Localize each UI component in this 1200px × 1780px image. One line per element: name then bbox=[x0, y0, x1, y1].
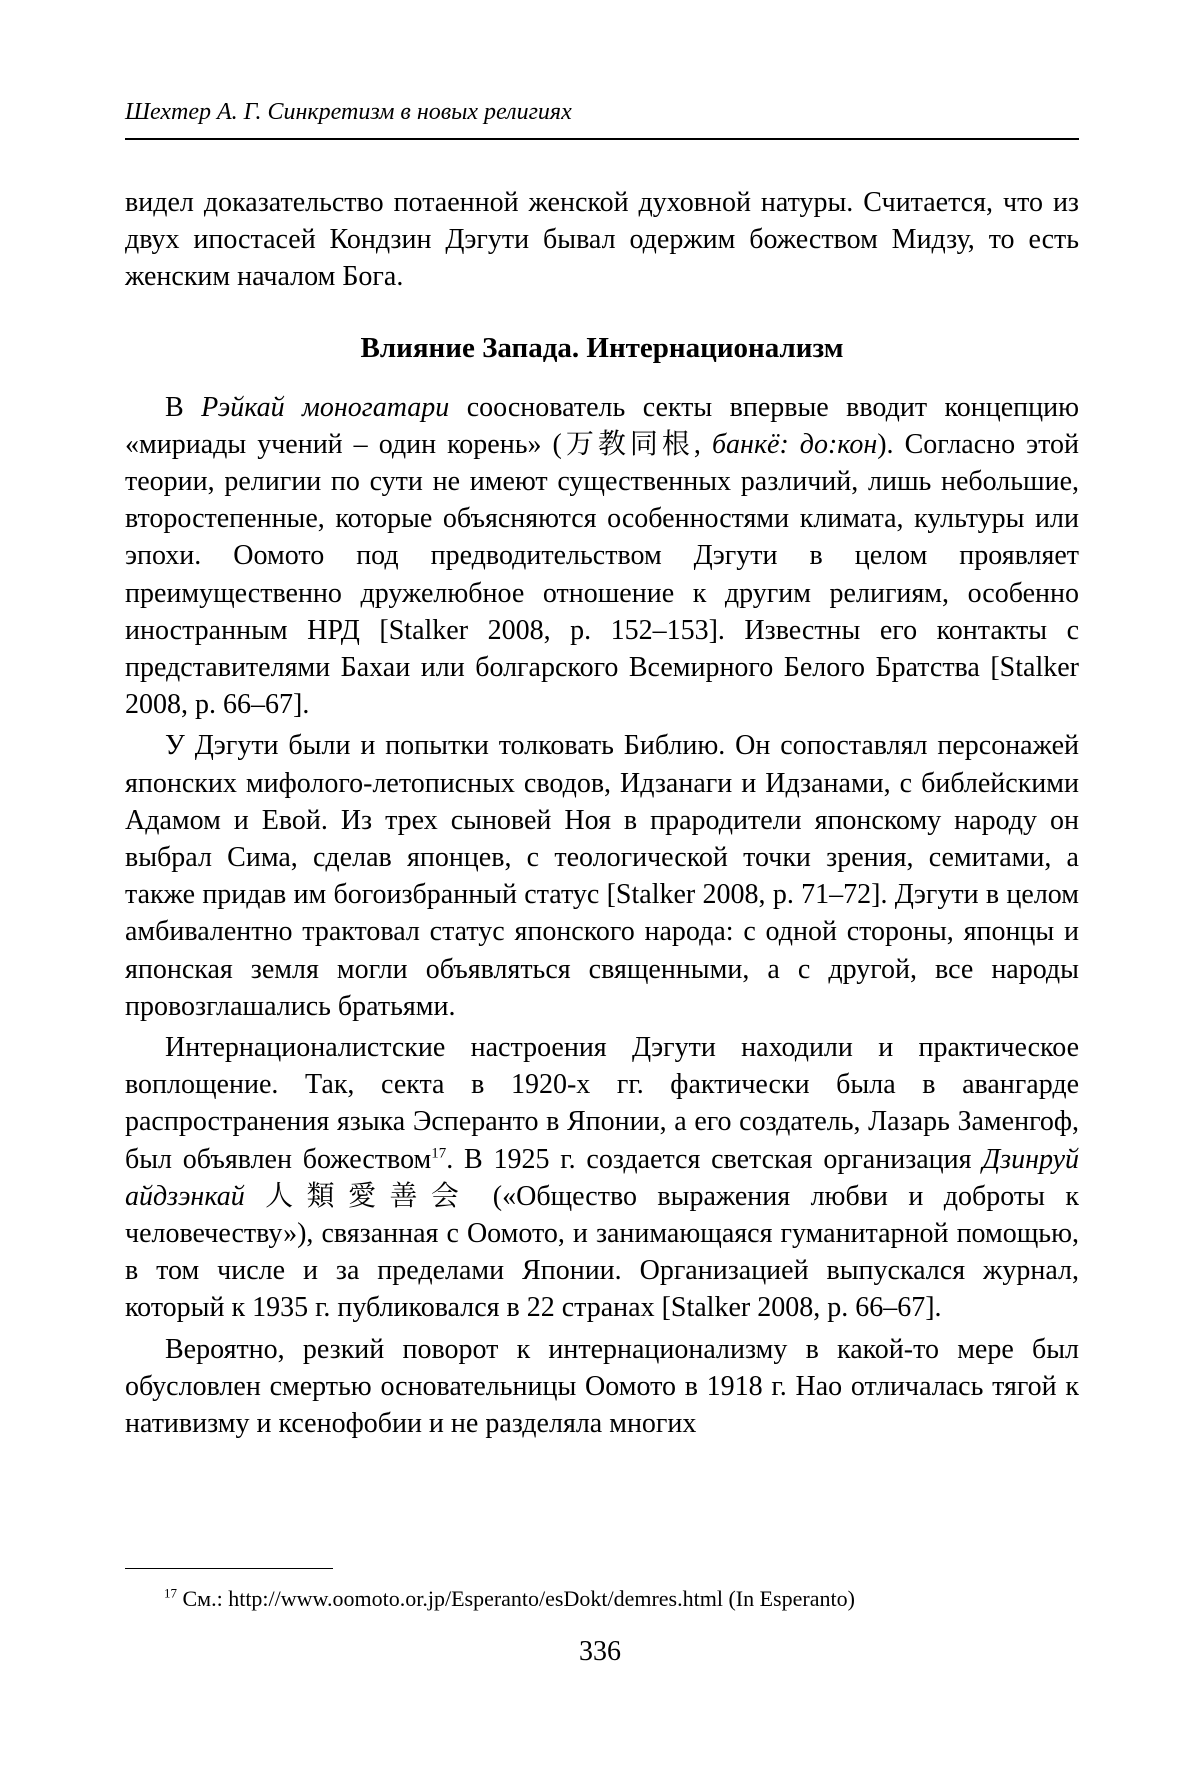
header-rule bbox=[125, 138, 1079, 140]
p3-part3: 人類愛善会 («Общество выражения любви и доброты к человечеству»), связанная с Оомото, и занимающаяся гуманитарной помощью, в том числе и за пределами Японии. Организацией выпускался журнал, который к 1935 г. публиковался в 22 странах [Stalker 2008, p. 66–67]. bbox=[125, 1181, 1079, 1324]
footnote-number: 17 bbox=[164, 1586, 177, 1601]
p3-part1: Интернационалистские настроения Дэгути находили и практическое воплощение. Так, секта в 1920-х гг. фактически была в авангарде распространения языка Эсперанто в Японии, а его создатель, Лазарь Заменгоф, был объявлен божеством bbox=[125, 1032, 1079, 1175]
p3-part2: . В 1925 г. создается светская организация bbox=[446, 1144, 982, 1175]
p1-tail: ). Согласно этой теории, религии по сути не имеют существенных различий, лишь небольшие, второстепенные, которые объясняются особенностями климата, культуры или эпохи. Оомото под предводительством Дэгути в целом проявляет преимущественно дружелюбное отношение к другим религиям, особенно иностранным НРД [Stalker 2008, p. 152–153]. Известны его контакты с представителями Бахаи или болгарского Всемирного Белого Братства [Stalker 2008, p. 66–67]. bbox=[125, 429, 1079, 720]
paragraph-2: У Дэгути были и попытки толковать Библию. Он сопоставлял персонажей японских мифолого-летописных сводов, Идзанаги и Идзанами, с библейскими Адамом и Евой. Из трех сыновей Ноя в прародители японскому народу он выбрал Сима, сделав японцев, с теологической точки зрения, семитами, а также придав им богоизбранный статус [Stalker 2008, p. 71–72]. Дэгути в целом амбивалентно трактовал статус японского народа: с одной стороны, японцы и японская земля могли объявляться священными, а с другой, все народы провозглашались братьями. bbox=[125, 727, 1079, 1025]
footnote bbox=[164, 1585, 1079, 1613]
footnote-ref[interactable]: 17 bbox=[431, 1145, 446, 1161]
section-heading: Влияние Запада. Интернационализм bbox=[125, 330, 1079, 367]
body-text bbox=[125, 184, 1079, 1442]
p1-lead: В bbox=[165, 392, 201, 423]
paragraph-4: Вероятно, резкий поворот к интернационализму в какой-то мере был обусловлен смертью основательницы Оомото в 1918 г. Нао отличалась тягой к нативизму и ксенофобии и не разделяла многих bbox=[125, 1331, 1079, 1443]
paragraph-1 bbox=[125, 389, 1079, 724]
p1-mid: сооснователь секты впервые вводит концепцию «мириады учений – один корень» (万教同根, bbox=[125, 392, 1079, 460]
footnote-rule bbox=[125, 1568, 333, 1569]
paragraph-continued: видел доказательство потаенной женской духовной натуры. Считается, что из двух ипостасей Кондзин Дэгути бывал одержим божеством Мидзу, то есть женским началом Бога. bbox=[125, 184, 1079, 296]
p1-italic-transliteration: банкё: до:кон bbox=[712, 429, 877, 460]
running-head: Шехтер А. Г. Синкретизм в новых религиях bbox=[125, 96, 1079, 128]
p3-italic-org-name: Дзинруй айдзэнкай bbox=[125, 1144, 1079, 1212]
footnote-text: См.: http://www.oomoto.or.jp/Esperanto/esDokt/demres.html (In Esperanto) bbox=[183, 1586, 855, 1611]
page-number: 336 bbox=[0, 1634, 1200, 1670]
p1-italic-title: Рэйкай моногатари bbox=[201, 392, 449, 423]
paragraph-3 bbox=[125, 1029, 1079, 1327]
